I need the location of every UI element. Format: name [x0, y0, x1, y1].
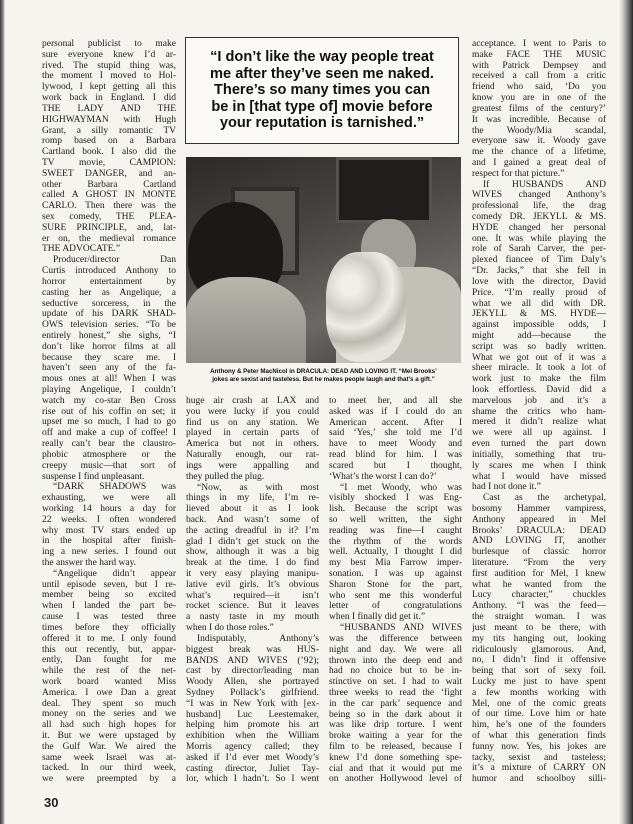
pull-quote-line: be in [that type of] movie before: [211, 98, 433, 115]
paragraph: [42, 255, 176, 482]
text-line: same week Israel was at-: [42, 752, 176, 763]
text-line: suspense I find unpleasant.: [42, 471, 145, 482]
text-line: until episode seven, but I re-: [42, 579, 176, 590]
text-line: biggest break was HUS-: [186, 644, 319, 655]
paragraph: [42, 482, 176, 569]
text-line: had no choice but to be in-: [329, 666, 462, 677]
text-line: scared but I thought,: [329, 460, 462, 471]
text-line: a nasty taste in my mouth: [186, 612, 319, 623]
text-line: Lucy character,” chuckles: [472, 590, 606, 601]
text-line: “HUSBANDS AND WIVES: [340, 623, 462, 634]
text-line: SWEET DANGER, and an-: [42, 168, 176, 179]
pull-quote-line: me after they’ve seen me naked.: [210, 65, 434, 82]
text-line: Curtis introduced Anthony to: [42, 266, 176, 277]
text-line: marvelous job and it’s a: [472, 395, 606, 406]
text-line: acceptance. I went to Paris to: [472, 39, 606, 49]
text-line: HYDE changed her personal: [472, 222, 606, 233]
text-line: exhibition when the William: [186, 731, 319, 742]
text-line: working 14 hours a day for: [42, 503, 176, 514]
text-line: the answer the hard way.: [42, 558, 137, 568]
text-line: helping him promote his art: [186, 720, 319, 731]
text-line: literature. “From the very: [472, 558, 606, 568]
text-line: Price. “I’m really proud of: [472, 287, 606, 298]
text-line: when I do those roles.”: [186, 623, 274, 634]
text-line: against impossible odds, I: [472, 320, 606, 331]
text-line: sonation. I was up against: [329, 569, 462, 579]
text-line: sure everyone knew I’d ar-: [42, 49, 176, 60]
wall-frame: [336, 157, 432, 223]
text-line: of what this generation finds: [472, 731, 606, 741]
text-line: cial and that it would put me: [329, 763, 462, 774]
text-line: being so in the dark about it: [329, 709, 462, 720]
text-line: read blind for him. I was: [329, 450, 462, 461]
paragraph: [186, 634, 319, 785]
text-line: him, he’s one of the founders: [472, 720, 606, 731]
text-line: casting director, Juliet Tay-: [186, 763, 319, 774]
caption-line: Anthony & Peter MacNicol in DRACULA: DEAD AND LOVING IT. “Mel Brooks’: [210, 368, 437, 375]
text-line: asked if I’d ever met Woody’s: [186, 752, 319, 763]
text-line: playing Angelique, I couldn’t: [42, 385, 176, 395]
text-line: was like drip torture. I went: [329, 720, 462, 731]
text-line: ly scares me when I think: [472, 460, 606, 471]
text-line: JEKYLL & MS. HYDE—: [472, 309, 606, 320]
photo-caption: [186, 368, 461, 384]
text-line: played in certain parts of: [186, 428, 319, 439]
text-line: one. It was while playing the: [472, 233, 606, 244]
text-line: no, I didn’t find it offensive: [472, 655, 606, 666]
paragraph: [42, 569, 176, 785]
text-line: cast by director/leading man: [186, 666, 319, 677]
text-line: three weeks to read the ‘fight: [329, 687, 462, 698]
text-line: er on, the medieval romance: [42, 233, 176, 244]
text-line: phobic atmosphere or the: [42, 449, 176, 460]
pull-quote-line: There’s so many times you can: [213, 82, 430, 99]
text-line: well. Actually, I thought I did: [329, 547, 462, 558]
text-line: casting her as Angelique, a: [42, 287, 176, 298]
text-line: thrown into the deep end and: [329, 655, 462, 666]
pull-quote-line: your reputation is tarnished.”: [219, 115, 425, 132]
text-line: shame the critics who ham-: [472, 406, 606, 417]
text-line: seductive sorceress, in the: [42, 298, 176, 309]
text-line: sex comedy, THE PLEA-: [42, 212, 176, 222]
text-line: ently, Dan fought for me: [42, 655, 176, 666]
paragraph: [186, 396, 319, 483]
text-line: Anthony. “I was the feed—: [472, 601, 606, 612]
text-line: when I landed the part be-: [42, 601, 176, 612]
text-line: this out recently, but, appar-: [42, 644, 176, 655]
article-column-2: [186, 396, 319, 785]
text-line: “Angelique didn’t appear: [53, 568, 176, 579]
text-line: professional life, the drag: [472, 201, 606, 212]
text-line: entirely honest,” she sighs, “I: [42, 330, 176, 341]
text-line: ‘What’s the worst I can do?’: [329, 471, 437, 482]
text-line: upset me so much, I had to go: [42, 417, 176, 428]
text-line: SURE PRINCIPLE, and, lat-: [42, 222, 176, 233]
text-line: the rhythm of the words: [329, 536, 462, 547]
text-line: “Dr. Jacks,” that she fell in: [472, 266, 606, 277]
text-line: visibly shocked I was Eng-: [329, 493, 462, 504]
text-line: deal. They spent so much: [42, 698, 176, 709]
text-line: it. But we were upstaged by: [42, 731, 176, 741]
text-line: ing a new series. I found out: [42, 547, 176, 558]
text-line: greatest films of the century?’: [472, 103, 606, 114]
text-line: of our time. Love him or hate: [472, 709, 606, 720]
text-line: why most TV stars ended up: [42, 525, 176, 536]
text-line: personal publicist to make: [42, 39, 176, 49]
paragraph: [472, 39, 606, 180]
text-line: look effortless. David did a: [472, 385, 606, 395]
text-line: my tits hanging out, looking: [472, 633, 606, 644]
text-line: HIGHWAYMAN with Hugh: [42, 114, 176, 125]
paragraph: [472, 493, 606, 785]
paragraph: [329, 623, 462, 785]
text-line: rocket science. But it leaves: [186, 601, 319, 612]
text-line: they pulled the plug.: [186, 471, 265, 482]
text-line: American accent. After I: [329, 417, 462, 428]
text-line: work board wanted Miss: [42, 676, 176, 687]
text-line: tacky, sexist and tasteless;: [472, 752, 606, 763]
text-line: money on the series and we: [42, 709, 176, 720]
text-line: Anthony appeared in Mel: [472, 514, 606, 525]
text-line: horror entertainment by: [42, 276, 176, 287]
text-line: Lucky me just to have spent: [472, 676, 606, 687]
text-line: on another Hollywood level of: [329, 774, 462, 785]
page-binding-shadow: [0, 0, 5, 824]
text-line: the moment I moved to Hol-: [42, 71, 176, 82]
text-line: work back in England. I did: [42, 93, 176, 104]
text-line: had I not done it.”: [472, 482, 541, 493]
text-line: reading was fine—I caught: [329, 525, 462, 536]
text-line: knew I’d done something spe-: [329, 752, 462, 763]
text-line: night and day. We were all: [329, 644, 462, 655]
text-line: Producer/director Dan: [53, 255, 176, 266]
text-line: Cartland book. I also did the: [42, 147, 176, 158]
text-line: and I gained a great deal of: [472, 157, 606, 168]
text-line: glad I didn’t get stuck on the: [186, 536, 319, 547]
text-line: what I would have missed: [472, 471, 606, 482]
text-line: update of his DARK SHAD-: [42, 309, 176, 320]
text-line: plexed fiancee of Tim Daly’s: [472, 255, 606, 266]
text-line: it’s a mixture of CARRY ON: [472, 763, 606, 774]
text-line: exhausting, we were all: [42, 493, 176, 504]
paragraph: [42, 39, 176, 255]
text-line: off and make a cup of coffee! I: [42, 428, 176, 439]
text-line: mered it didn’t realize what: [472, 417, 606, 428]
text-line: burlesque of classic horror: [472, 547, 606, 558]
text-line: Grant, a silly romantic TV: [42, 125, 176, 136]
text-line: called A GHOST IN MONTE: [42, 190, 176, 201]
text-line: the Gulf War. We aired the: [42, 741, 176, 752]
text-line: with Patrick Dempsey and: [472, 60, 606, 71]
text-line: said ‘Yes,’ she told me I’d: [329, 428, 462, 439]
paragraph: [329, 483, 462, 624]
text-line: don’t like horror films at all: [42, 341, 176, 352]
caption-line: jokes are sexist and tasteless. But he makes people laugh and that’s a gift.”: [212, 376, 435, 383]
text-line: huge air crash at LAX and: [186, 396, 319, 406]
text-line: because they scare me. I: [42, 352, 176, 363]
text-line: Sharon Stone for the part,: [329, 579, 462, 590]
text-line: really can’t bear the claustro-: [42, 439, 176, 450]
text-line: rived. The stupid thing was,: [42, 60, 176, 71]
text-line: TV movie, CAMPION:: [42, 157, 176, 168]
text-line: know you are in one of the: [472, 93, 606, 104]
text-line: respect for that picture.”: [472, 168, 565, 179]
film-still-photo: [186, 157, 461, 363]
text-line: cause I was tested three: [42, 612, 176, 623]
text-line: OWS television series. “To be: [42, 320, 176, 331]
text-line: lish. Because the script was: [329, 504, 462, 515]
text-line: Morris agency called; they: [186, 742, 319, 752]
text-line: initially, something that tru-: [472, 449, 606, 460]
text-line: romp based on a Barbara: [42, 136, 176, 147]
text-line: a few months working with: [472, 687, 606, 698]
text-line: in the car park’ sequence and: [329, 698, 462, 709]
text-line: humor and schoolboy silli-: [472, 774, 606, 785]
article-column-1: [42, 39, 176, 785]
text-line: what’s required—it isn’t: [186, 590, 319, 601]
text-line: “Now, as with most: [197, 482, 319, 493]
text-line: Naturally enough, our rat-: [186, 450, 319, 461]
text-line: it very easy playing manipu-: [186, 569, 319, 579]
text-line: received a call from a critic: [472, 71, 606, 82]
text-line: America but not in others.: [186, 439, 319, 450]
page-number: 30: [44, 795, 59, 810]
text-line: might add—because the: [472, 330, 606, 341]
text-line: times before they officially: [42, 622, 176, 633]
text-line: everyone saw it. Woody gave: [472, 136, 606, 147]
text-line: lor, which I hadn’t. So I went: [186, 774, 319, 785]
text-line: just meant to be there, with: [472, 622, 606, 633]
text-line: friend who said, ‘Do you: [472, 82, 606, 93]
text-line: AND LOVING IT, another: [472, 536, 606, 547]
text-line: BANDS AND WIVES (’92);: [186, 655, 319, 666]
text-line: show, although it was a big: [186, 547, 319, 558]
text-line: even turned the part down: [472, 439, 606, 450]
text-line: work just to make the film: [472, 374, 606, 385]
text-line: “DARK SHADOWS was: [53, 482, 176, 493]
text-line: tacked. In our third week,: [42, 763, 176, 774]
text-line: find us on any station. We: [186, 417, 319, 428]
text-line: the acting dreadful in it? I’m: [186, 525, 319, 536]
text-line: back. And wasn’t some of: [186, 514, 319, 525]
text-line: we were preempted by a: [42, 774, 176, 785]
pull-quote-line: “I don’t like the way people treat: [210, 49, 434, 65]
text-line: lywood, I kept getting all this: [42, 82, 176, 93]
text-line: letter of congratulations: [329, 601, 462, 612]
text-line: script was so badly written.: [472, 341, 606, 352]
text-line: WIVES changed Anthony’s: [472, 190, 606, 201]
text-line: first audition for Mel, I knew: [472, 568, 606, 579]
text-line: Mel, one of the comic greats: [472, 698, 606, 709]
text-line: make FACE THE MUSIC: [472, 49, 606, 60]
text-line: ridiculously glamorous. And,: [472, 644, 606, 655]
text-line: things in my life, I’m re-: [186, 493, 319, 504]
text-line: we were all up against. I: [472, 428, 606, 439]
text-line: all had such high hopes for: [42, 720, 176, 731]
text-line: have to meet Woody and: [329, 439, 462, 450]
text-line: other Barbara Cartland: [42, 179, 176, 190]
text-line: broke waiting a year for the: [329, 731, 462, 742]
paragraph: [472, 180, 606, 494]
text-line: sheer miracle. It took a lot of: [472, 363, 606, 374]
text-line: member being so excited: [42, 590, 176, 601]
text-line: Indisputably, Anthony’s: [197, 633, 319, 644]
page-fold-shadow: [619, 0, 633, 824]
text-line: the straight woman. I was: [472, 612, 606, 623]
paragraph: [186, 483, 319, 634]
article-column-3: [329, 396, 462, 785]
text-line: me the chance of a lifetime,: [472, 147, 606, 158]
text-line: CARLO. Then there was the: [42, 201, 176, 212]
text-line: when I finally did get it.”: [329, 612, 426, 623]
pull-quote: [185, 37, 459, 144]
text-line: ings were appalling and: [186, 460, 319, 471]
text-line: lative evil girls. It’s obvious: [186, 579, 319, 590]
text-line: what he wanted from the: [472, 579, 606, 590]
text-line: THE LADY AND THE: [42, 103, 176, 114]
text-line: Brooks’ DRACULA: DEAD: [472, 525, 606, 536]
text-line: so well written, the sight: [329, 514, 462, 525]
text-line: Cast as the archetypal,: [483, 493, 606, 504]
text-line: funny now. Yes, his jokes are: [472, 741, 606, 752]
text-line: THE ADVOCATE.”: [42, 244, 121, 255]
text-line: role of Sarah Carver, the per-: [472, 244, 606, 255]
text-line: while the rest of the net-: [42, 666, 176, 677]
text-line: in the hospital after finish-: [42, 536, 176, 547]
text-line: asked was if I could do an: [329, 406, 462, 417]
text-line: rise out of his coffin on set; it: [42, 406, 176, 417]
article-column-4: [472, 39, 606, 785]
text-line: my best Mia Farrow imper-: [329, 558, 462, 569]
text-line: stinctive on set. I had to wait: [329, 677, 462, 688]
text-line: watch my co-star Ben Cross: [42, 395, 176, 406]
text-line: It was incredible. Because of: [472, 114, 606, 125]
paragraph: [329, 396, 462, 483]
text-line: who sent me this wonderful: [329, 590, 462, 601]
text-line: America. I owe Dan a great: [42, 687, 176, 698]
text-line: What we got out of it was a: [472, 352, 606, 363]
text-line: haven’t seen any of the fa-: [42, 363, 176, 374]
text-line: bosomy Hammer vampiress,: [472, 503, 606, 514]
text-line: break at the time. I do find: [186, 558, 319, 569]
text-line: love with the director, David: [472, 276, 606, 287]
text-line: you were lucky if you could: [186, 406, 319, 417]
text-line: what we all did with DR.: [472, 298, 606, 309]
text-line: 22 weeks. I often wondered: [42, 514, 176, 525]
text-line: Sydney Pollack’s girlfriend.: [186, 687, 319, 698]
text-line: being that sort of sexy foil.: [472, 666, 606, 677]
text-line: the Woody/Mia scandal,: [472, 125, 606, 136]
text-line: creepy music—that sort of: [42, 460, 176, 471]
text-line: offered it to me. I only found: [42, 633, 176, 644]
woman-figure-dress: [186, 277, 306, 363]
text-line: mous ones at all! When I was: [42, 374, 176, 385]
text-line: lieved about it as I look: [186, 504, 319, 515]
garlic-garland: [326, 252, 406, 362]
text-line: film to be released, because I: [329, 742, 462, 752]
text-line: “I was in New York with [ex-: [186, 698, 319, 709]
text-line: to meet her, and all she: [329, 396, 462, 406]
text-line: husband] Luc Leestemaker,: [186, 709, 319, 720]
text-line: was the difference between: [329, 633, 462, 644]
text-line: If HUSBANDS AND: [483, 179, 606, 190]
text-line: “I met Woody, who was: [340, 482, 462, 493]
text-line: comedy DR. JEKYLL & MS.: [472, 212, 606, 222]
text-line: Woody Allen, she portrayed: [186, 677, 319, 688]
